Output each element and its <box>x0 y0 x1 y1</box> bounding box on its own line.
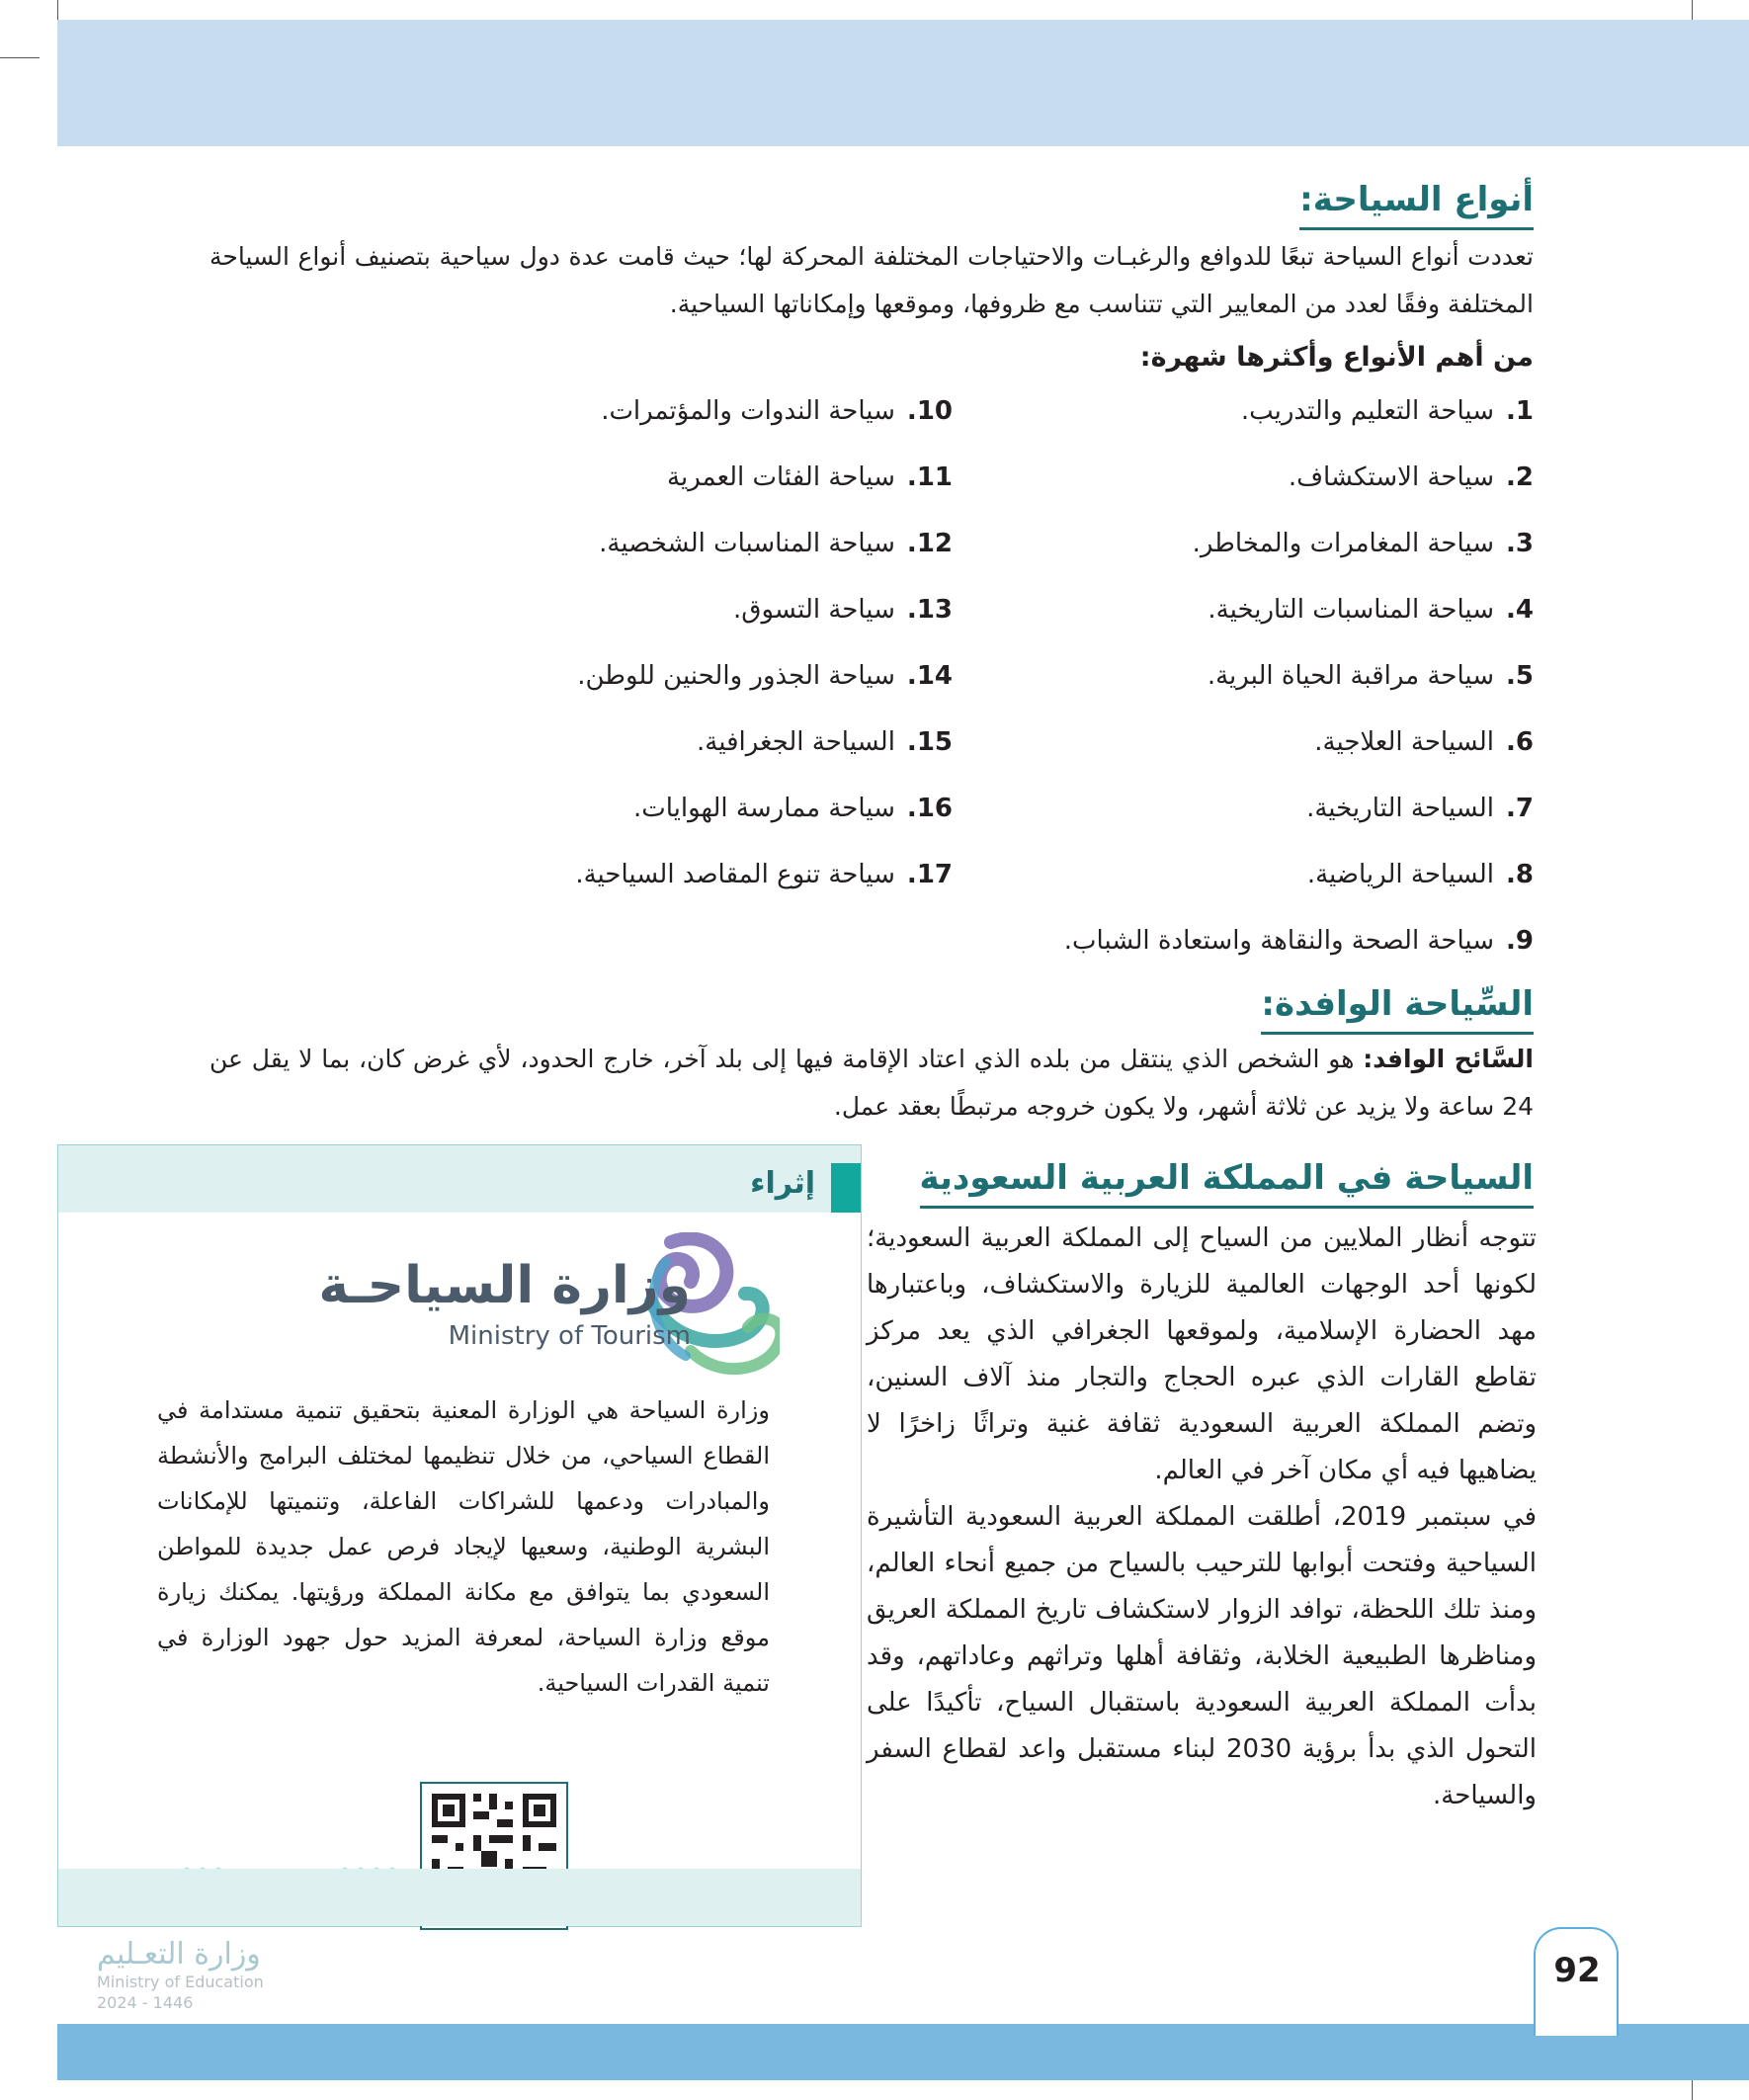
list-item: 9.سياحة الصحة والنقاهة واستعادة الشباب. <box>1063 926 1534 956</box>
list-item: 6.السياحة العلاجية. <box>1314 727 1534 757</box>
bottom-color-band <box>57 2024 1749 2080</box>
page-number-tab <box>1534 1927 1619 2036</box>
list-item: 2.سياحة الاستكشاف. <box>1288 462 1534 492</box>
list-item: 17.سياحة تنوع المقاصد السياحية. <box>575 860 953 889</box>
types-title: أنواع السياحة: <box>1299 174 1534 230</box>
ministry-of-tourism-arabic: وزارة السياحـة <box>318 1256 691 1315</box>
saudi-paragraph-2: في سبتمبر 2019، أطلقت المملكة العربية السعودية التأشيرة السياحية وفتحت أبوابها للترحيب بالسياح من جميع أنحاء العالم، ومنذ تلك اللحظة، توافد الزوار لاستكشاف تاريخ المملكة العريق ومناظرها الطبيعية الخلابة، وثقافة أهلها وتراثهم وعاداتهم، وقد بدأت المملكة العربية السعودية باستقبال السياح، تأكيدًا على التحول الذي بدأ برؤية 2030 لبناء مستقبل واعد لقطاع السفر والسياحة. <box>867 1502 1538 1810</box>
enrichment-label: إثراء <box>750 1166 815 1201</box>
list-item: 15.السياحة الجغرافية. <box>697 727 953 757</box>
ministry-of-education-logo <box>97 1937 294 2014</box>
list-item: 8.السياحة الرياضية. <box>1306 860 1534 889</box>
moe-year: 2024 - 1446 <box>97 1993 194 2012</box>
enrichment-footer-strip <box>58 1869 861 1926</box>
types-intro: تعددت أنواع السياحة تبعًا للدوافع والرغبـات والاحتياجات المختلفة المحركة لها؛ حيث قامت عدة دول سياحية بتصنيف أنواع السياحة المختلفة وفقًا لعدد من المعايير التي تتناسب مع ظروفها، وموقعها وإمكاناتها السياحية. <box>209 242 1534 318</box>
types-list-column-1 <box>1020 391 1534 987</box>
list-item: 3.سياحة المغامرات والمخاطر. <box>1192 529 1534 558</box>
list-item: 16.سياحة ممارسة الهوايات. <box>632 794 953 823</box>
crop-mark <box>0 57 40 58</box>
enrichment-header <box>58 1145 861 1213</box>
page-number: 92 <box>1553 1951 1601 1990</box>
types-list-column-2 <box>360 391 953 921</box>
saudi-text <box>867 1216 1537 1819</box>
moe-arabic: وزارة التعـليم <box>97 1937 261 1972</box>
list-item: 13.سياحة التسوق. <box>733 595 953 625</box>
enrichment-text: وزارة السياحة هي الوزارة المعنية بتحقيق تنمية مستدامة في القطاع السياحي، من خلال تنظيمها لمختلف البرامج والأنشطة والمبادرات ودعمها للشراكات الفاعلة، وتنميتها للإمكانات البشرية الوطنية، وسعيها لإيجاد فرص عمل جديدة للمواطن السعودي بما يتوافق مع مكانة المملكة ورؤيتها. يمكنك زيارة موقع وزارة السياحة، لمعرفة المزيد حول جهود الوزارة في تنمية القدرات السياحية. <box>157 1396 770 1697</box>
list-item: 10.سياحة الندوات والمؤتمرات. <box>601 396 953 426</box>
inbound-definition <box>209 1036 1534 1131</box>
enrichment-box <box>57 1144 862 1927</box>
list-item: 12.سياحة المناسبات الشخصية. <box>599 529 953 558</box>
list-item: 5.سياحة مراقبة الحياة البرية. <box>1207 661 1534 691</box>
types-subheading: من أهم الأنواع وأكثرها شهرة: <box>1139 342 1534 373</box>
inbound-definition-text: هو الشخص الذي ينتقل من بلده الذي اعتاد الإقامة فيها إلى بلد آخر، خارج الحدود، لأي غرض كان، بما لا يقل عن 24 ساعة ولا يزيد عن ثلاثة أشهر، ولا يكون خروجه مرتبطًا بعقد عمل. <box>209 1045 1534 1121</box>
inbound-title: السِّياحة الوافدة: <box>1261 978 1534 1035</box>
inbound-term: السَّائح الوافد: <box>1363 1045 1534 1073</box>
list-item: 11.سياحة الفئات العمرية <box>667 462 953 492</box>
ministry-of-tourism-english: Ministry of Tourism <box>448 1321 691 1351</box>
top-color-band <box>57 20 1749 146</box>
list-item: 14.سياحة الجذور والحنين للوطن. <box>577 661 953 691</box>
saudi-paragraph-1: تتوجه أنظار الملايين من السياح إلى المملكة العربية السعودية؛ لكونها أحد الوجهات العالمية للزيارة والاستكشاف، وباعتبارها مهد الحضارة الإسلامية، ولموقعها الجغرافي الذي يعد مركز تقاطع القارات الذي عبره الحجاج والتجار منذ آلاف السنين، وتضم المملكة العربية السعودية ثقافة غنية وتراثًا زاخرًا لا يضاهيها فيه أي مكان آخر في العالم. <box>867 1223 1537 1485</box>
moe-english: Ministry of Education <box>97 1973 264 1991</box>
list-item: 4.سياحة المناسبات التاريخية. <box>1208 595 1534 625</box>
enrichment-accent-tab <box>831 1163 861 1213</box>
saudi-title: السياحة في المملكة العربية السعودية <box>920 1152 1534 1209</box>
list-item: 7.السياحة التاريخية. <box>1306 794 1534 823</box>
list-item: 1.سياحة التعليم والتدريب. <box>1240 396 1534 426</box>
